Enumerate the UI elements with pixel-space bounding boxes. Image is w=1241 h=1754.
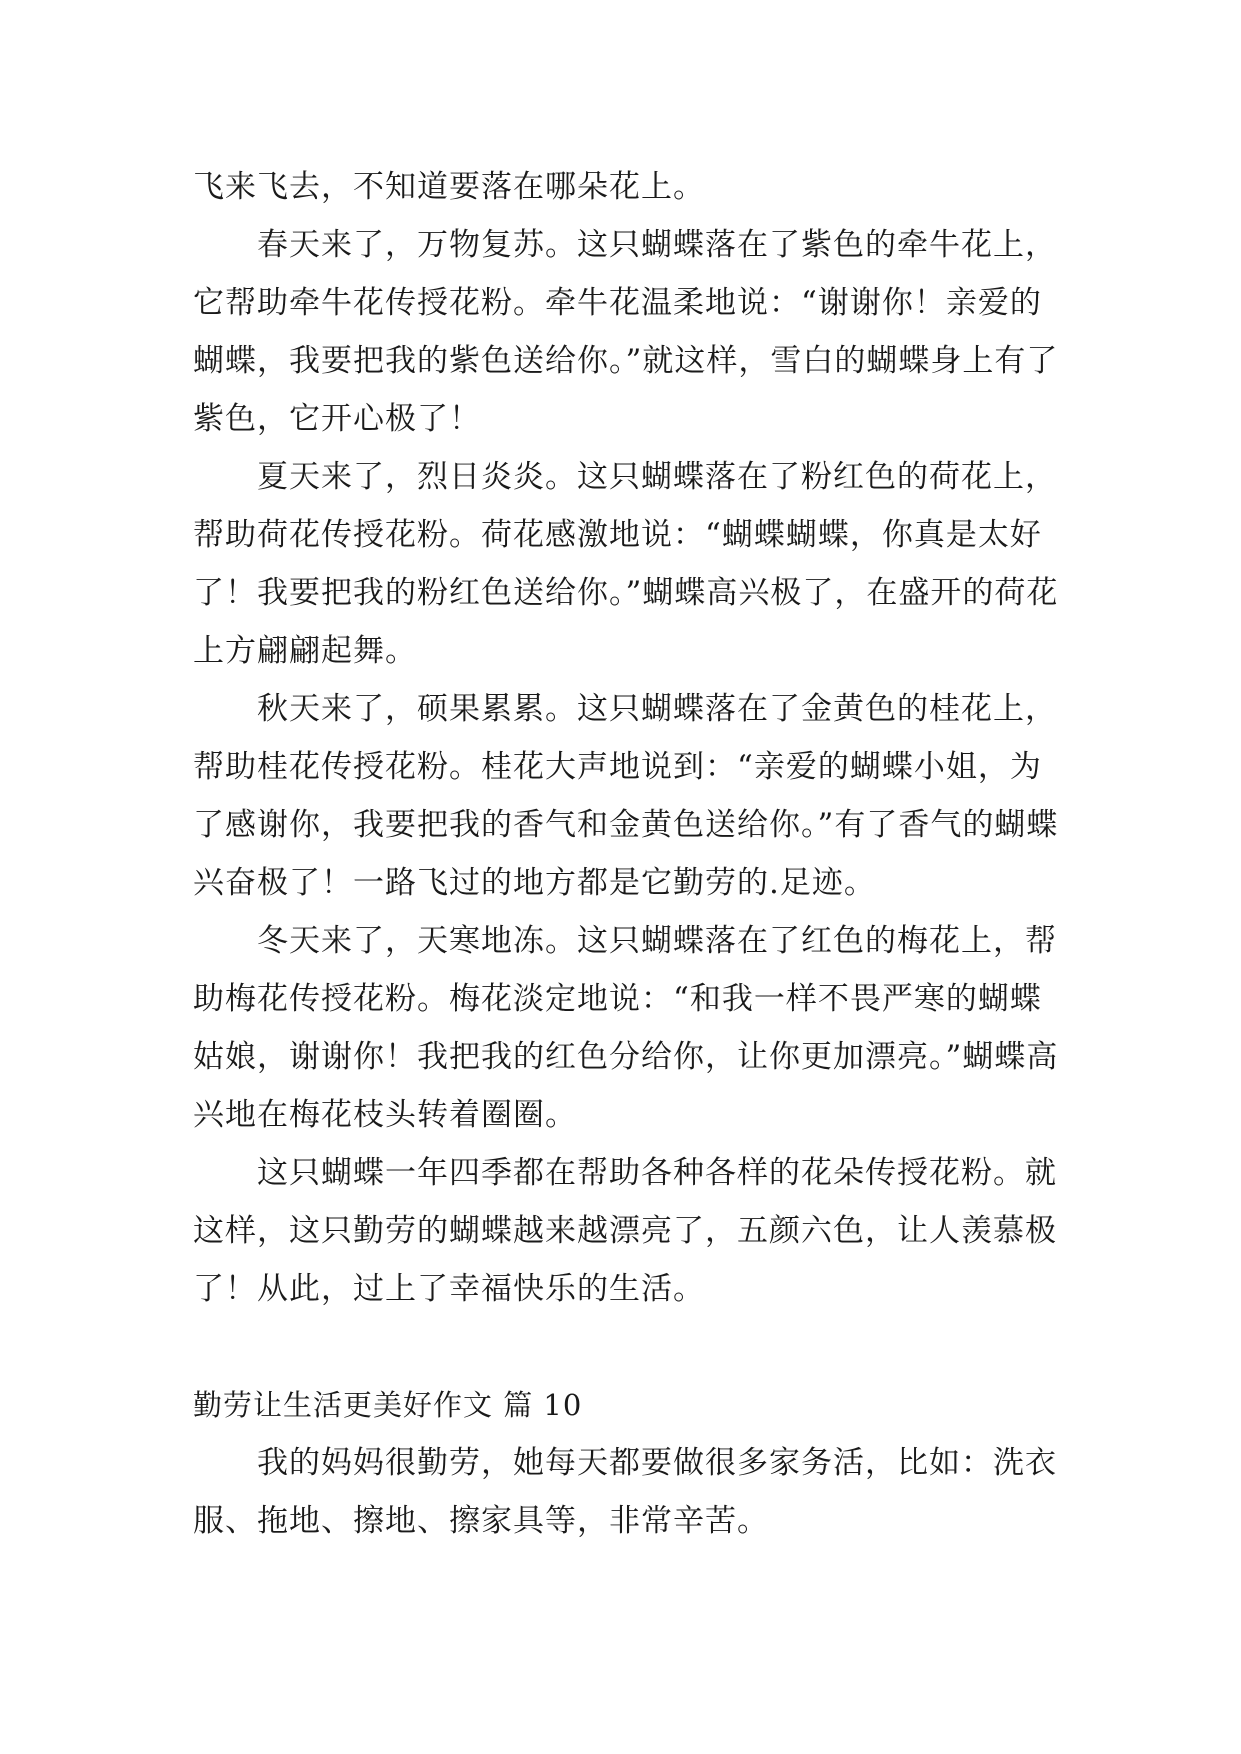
- section-spacer: [193, 1318, 1063, 1376]
- paragraph-spring: 春天来了，万物复苏。这只蝴蝶落在了紫色的牵牛花上，它帮助牵牛花传授花粉。牵牛花温柔地说：“谢谢你！亲爱的蝴蝶，我要把我的紫色送给你。”就这样，雪白的蝴蝶身上有了紫色，它开心极了！: [193, 227, 1059, 437]
- paragraph-section-intro: 我的妈妈很勤劳，她每天都要做很多家务活，比如：洗衣服、拖地、擦地、擦家具等，非常辛苦。: [193, 1445, 1057, 1539]
- paragraph-continuation: 飞来飞去，不知道要落在哪朵花上。: [193, 169, 705, 205]
- paragraph-conclusion: 这只蝴蝶一年四季都在帮助各种各样的花朵传授花粉。就这样，这只勤劳的蝴蝶越来越漂亮了，五颜六色，让人羡慕极了！从此，过上了幸福快乐的生活。: [193, 1155, 1057, 1307]
- paragraph-autumn: 秋天来了，硕果累累。这只蝴蝶落在了金黄色的桂花上，帮助桂花传授花粉。桂花大声地说到：“亲爱的蝴蝶小姐，为了感谢你，我要把我的香气和金黄色送给你。”有了香气的蝴蝶兴奋极了！一路飞过的地方都是它勤劳的.足迹。: [193, 691, 1059, 901]
- section-heading: 勤劳让生活更美好作文 篇 10: [193, 1388, 583, 1422]
- document-body: [193, 158, 1063, 1550]
- paragraph-summer: 夏天来了，烈日炎炎。这只蝴蝶落在了粉红色的荷花上，帮助荷花传授花粉。荷花感激地说：“蝴蝶蝴蝶，你真是太好了！我要把我的粉红色送给你。”蝴蝶高兴极了，在盛开的荷花上方翩翩起舞。: [193, 459, 1059, 669]
- paragraph-winter: 冬天来了，天寒地冻。这只蝴蝶落在了红色的梅花上，帮助梅花传授花粉。梅花淡定地说：“和我一样不畏严寒的蝴蝶姑娘，谢谢你！我把我的红色分给你，让你更加漂亮。”蝴蝶高兴地在梅花枝头转着圈圈。: [193, 923, 1059, 1133]
